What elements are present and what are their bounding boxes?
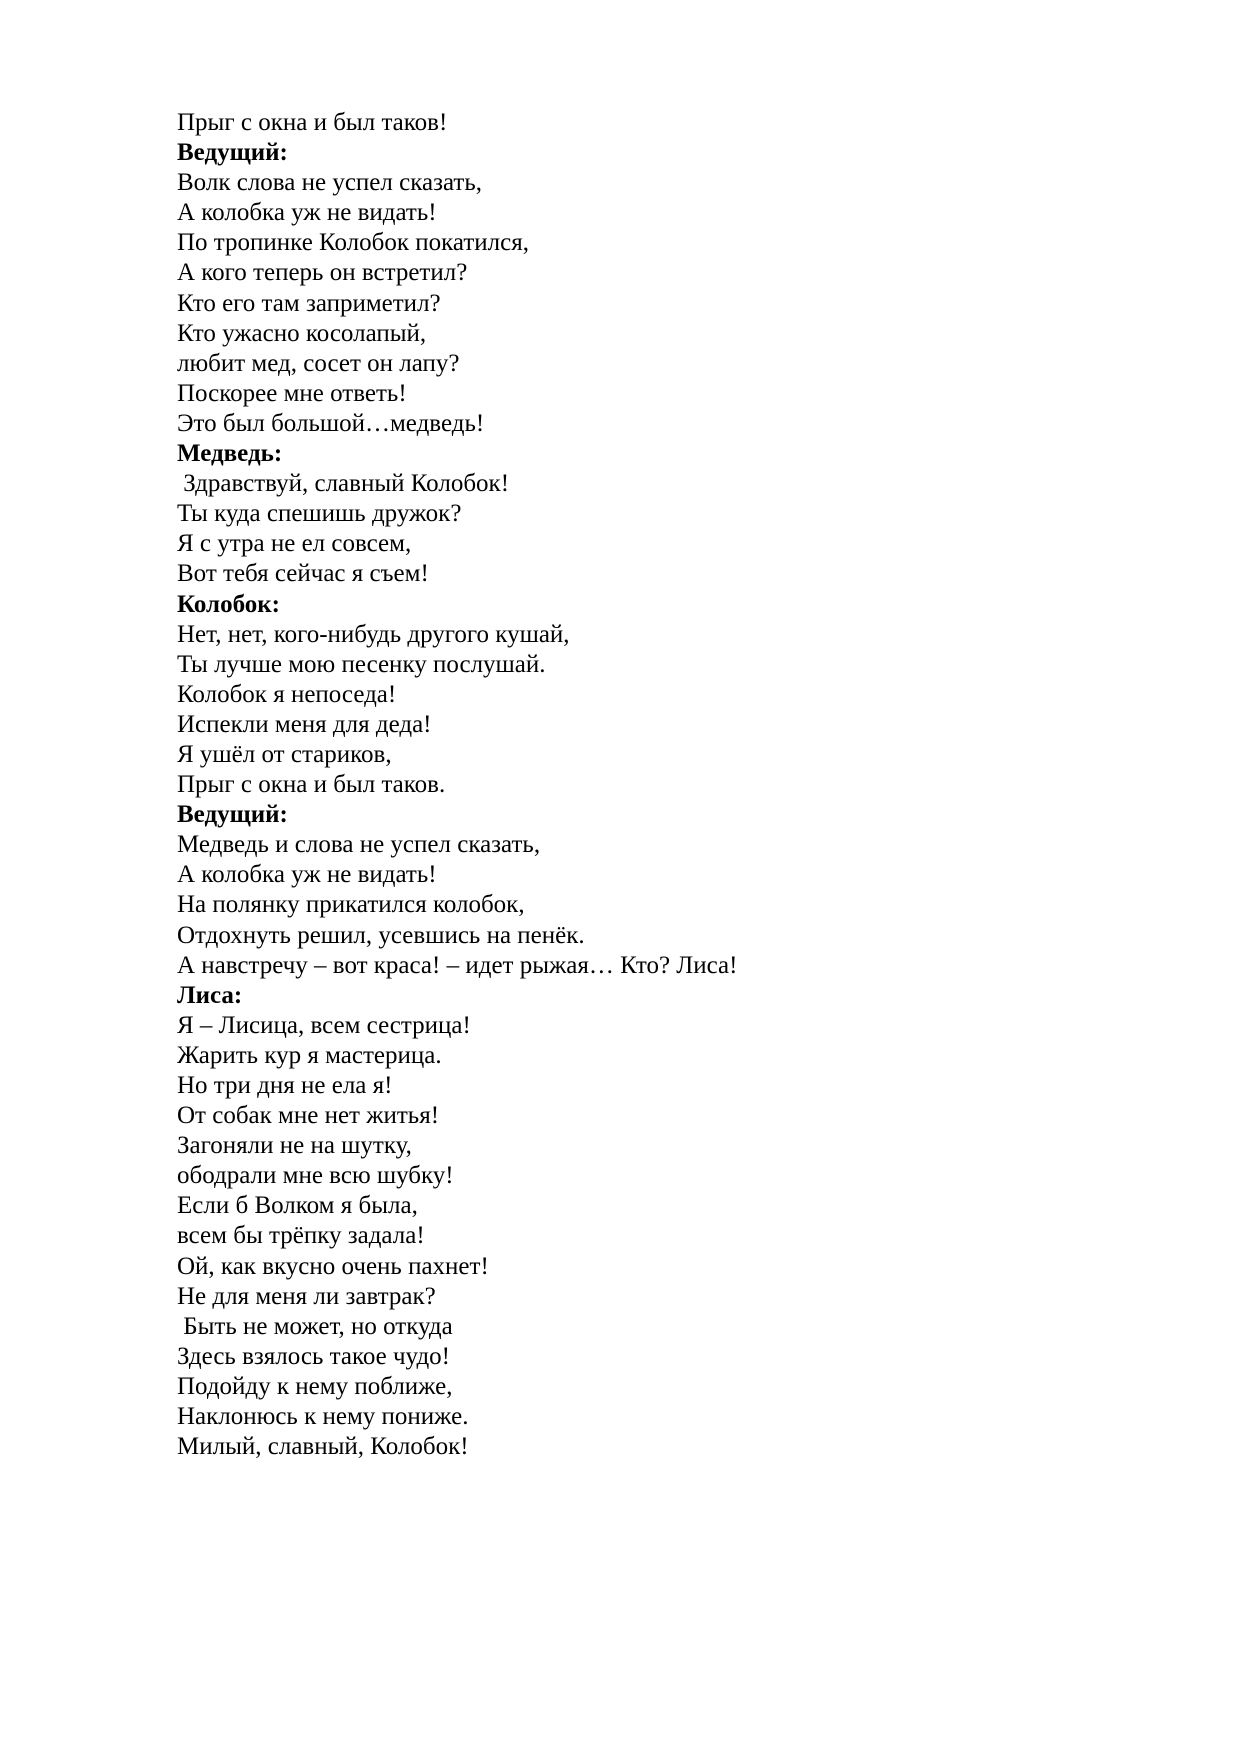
verse-line: На полянку прикатился колобок, (177, 891, 525, 919)
verse-line: Прыг с окна и был таков. (177, 771, 446, 799)
verse-line: А колобка уж не видать! (177, 861, 437, 889)
verse-line: Я с утра не ел совсем, (177, 530, 412, 558)
verse-line: Нет, нет, кого-нибудь другого кушай, (177, 620, 570, 648)
verse-line: Кто его там заприметил? (177, 289, 441, 317)
verse-line: Загоняли не на шутку, (177, 1132, 412, 1160)
verse-line: А навстречу – вот краса! – идет рыжая… Кто? Лиса! (177, 951, 738, 979)
verse-line: Это был большой…медведь! (177, 409, 485, 437)
script-text-block (177, 108, 1077, 1462)
verse-line: По тропинке Колобок покатился, (177, 229, 529, 257)
verse-line: А колобка уж не видать! (177, 199, 437, 227)
speaker-label: Ведущий: (177, 139, 288, 167)
verse-line: ободрали мне всю шубку! (177, 1162, 454, 1190)
verse-line: Ты лучше мою песенку послушай. (177, 650, 546, 678)
verse-line: любит мед, сосет он лапу? (177, 349, 460, 377)
verse-line: Ты куда спешишь дружок? (177, 500, 462, 528)
verse-line: А кого теперь он встретил? (177, 259, 468, 287)
verse-line: Отдохнуть решил, усевшись на пенёк. (177, 921, 585, 949)
verse-line: Жарить кур я мастерица. (177, 1041, 442, 1069)
verse-line: Здесь взялось такое чудо! (177, 1342, 451, 1370)
verse-line: Поскорее мне ответь! (177, 379, 407, 407)
speaker-label: Медведь: (177, 440, 283, 468)
verse-line: Подойду к нему поближе, (177, 1372, 453, 1400)
verse-line: Медведь и слова не успел сказать, (177, 831, 541, 859)
verse-line: Колобок я непоседа! (177, 680, 397, 708)
verse-line: Кто ужасно косолапый, (177, 319, 427, 347)
verse-line: Ой, как вкусно очень пахнет! (177, 1252, 489, 1280)
verse-line: Испекли меня для деда! (177, 710, 432, 738)
verse-line: Прыг с окна и был таков! (177, 109, 448, 136)
verse-line: Волк слова не успел сказать, (177, 169, 482, 197)
speaker-label: Лиса: (177, 981, 243, 1009)
verse-line: Наклонюсь к нему пониже. (177, 1403, 469, 1431)
speaker-label: Ведущий: (177, 801, 288, 829)
verse-line: Я – Лисица, всем сестрица! (177, 1011, 471, 1039)
verse-line: Вот тебя сейчас я съем! (177, 560, 429, 588)
verse-line: Я ушёл от стариков, (177, 740, 392, 768)
verse-line: Быть не может, но откуда (177, 1312, 453, 1340)
verse-line: Но три дня не ела я! (177, 1072, 393, 1099)
verse-line: Милый, славный, Колобок! (177, 1433, 469, 1461)
verse-line: всем бы трёпку задала! (177, 1222, 425, 1250)
verse-line: Не для меня ли завтрак? (177, 1282, 436, 1310)
verse-line: От собак мне нет житья! (177, 1102, 440, 1130)
speaker-label: Колобок: (177, 590, 280, 618)
verse-line: Если б Волком я была, (177, 1192, 418, 1220)
verse-line: Здравствуй, славный Колобок! (177, 470, 510, 498)
